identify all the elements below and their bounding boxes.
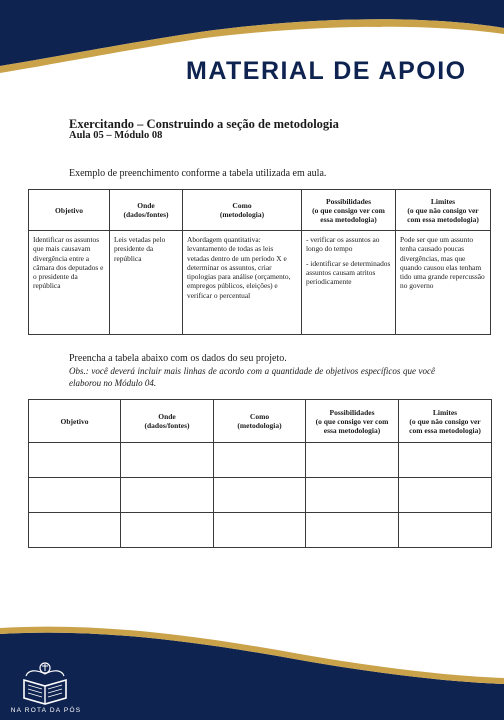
instruction-text: Preencha a tabela abaixo com os dados do seu projeto. (69, 353, 287, 364)
empty-cell[interactable] (121, 443, 214, 478)
page-title: Exercitando – Construindo a seção de metodologia (69, 117, 339, 131)
empty-cell[interactable] (399, 443, 492, 478)
cell-como: Abordagem quantitativa: levantamento de todas as leis vetadas dentro de um período X e determinar os assuntos, criar tipologias para análise (orçamento, empregos públicos, eleições) e verificar o percentual (183, 231, 302, 335)
cell-possibilidades (302, 231, 396, 335)
intro-text: Exemplo de preenchimento conforme a tabela utilizada em aula. (69, 168, 327, 179)
empty-cell[interactable] (214, 478, 306, 513)
empty-cell[interactable] (306, 443, 399, 478)
table-header-row (29, 190, 491, 231)
empty-cell[interactable] (399, 513, 492, 548)
table-row (29, 231, 491, 335)
header-cell-onde: Onde (dados/fontes) (110, 190, 183, 231)
empty-cell[interactable] (214, 443, 306, 478)
header-cell-objetivo: Objetivo (29, 400, 121, 443)
cell-objetivo: Identificar os assuntos que mais causavam divergência entre a câmara dos deputados e o presidente da república (29, 231, 110, 335)
empty-cell[interactable] (121, 478, 214, 513)
header-cell-possibilidades: Possibilidades (o que consigo ver com essa metodologia) (302, 190, 396, 231)
header-cell-possibilidades: Possibilidades (o que consigo ver com essa metodologia) (306, 400, 399, 443)
header-cell-objetivo: Objetivo (29, 190, 110, 231)
empty-cell[interactable] (306, 478, 399, 513)
open-book-icon (12, 658, 78, 706)
empty-cell[interactable] (29, 443, 121, 478)
header-cell-limites: Limites (o que não consigo ver com essa metodologia) (399, 400, 492, 443)
logo-text: NA ROTA DA PÓS (10, 707, 82, 714)
cell-onde: Leis vetadas pelo presidente da república (110, 231, 183, 335)
possibility-item: - identificar se determinados assuntos causam atritos periodicamente (306, 258, 391, 286)
empty-cell[interactable] (214, 513, 306, 548)
cell-limites: Pode ser que um assunto tenha causado poucas divergências, mas que quando causou elas tenham tido uma grande repercussão no governo (396, 231, 491, 335)
empty-cell[interactable] (29, 513, 121, 548)
table-row (29, 478, 492, 513)
banner-title: MATERIAL DE APOIO (186, 57, 467, 85)
possibility-item: - verificar os assuntos ao longo do tempo (306, 235, 380, 254)
empty-cell[interactable] (399, 478, 492, 513)
table-row (29, 513, 492, 548)
header-cell-onde: Onde (dados/fontes) (121, 400, 214, 443)
fill-table (28, 399, 492, 548)
table-header-row (29, 400, 492, 443)
header-cell-limites: Limites (o que não consigo ver com essa metodologia) (396, 190, 491, 231)
header-cell-como: Como (metodologia) (183, 190, 302, 231)
example-table (28, 189, 491, 335)
empty-cell[interactable] (29, 478, 121, 513)
header-cell-como: Como (metodologia) (214, 400, 306, 443)
empty-cell[interactable] (121, 513, 214, 548)
table-row (29, 443, 492, 478)
empty-cell[interactable] (306, 513, 399, 548)
obs-note: Obs.: você deverá incluir mais linhas de acordo com a quantidade de objetivos específicos que você elaborou no Módulo 04. (69, 366, 435, 388)
page-subtitle: Aula 05 – Módulo 08 (69, 130, 163, 141)
